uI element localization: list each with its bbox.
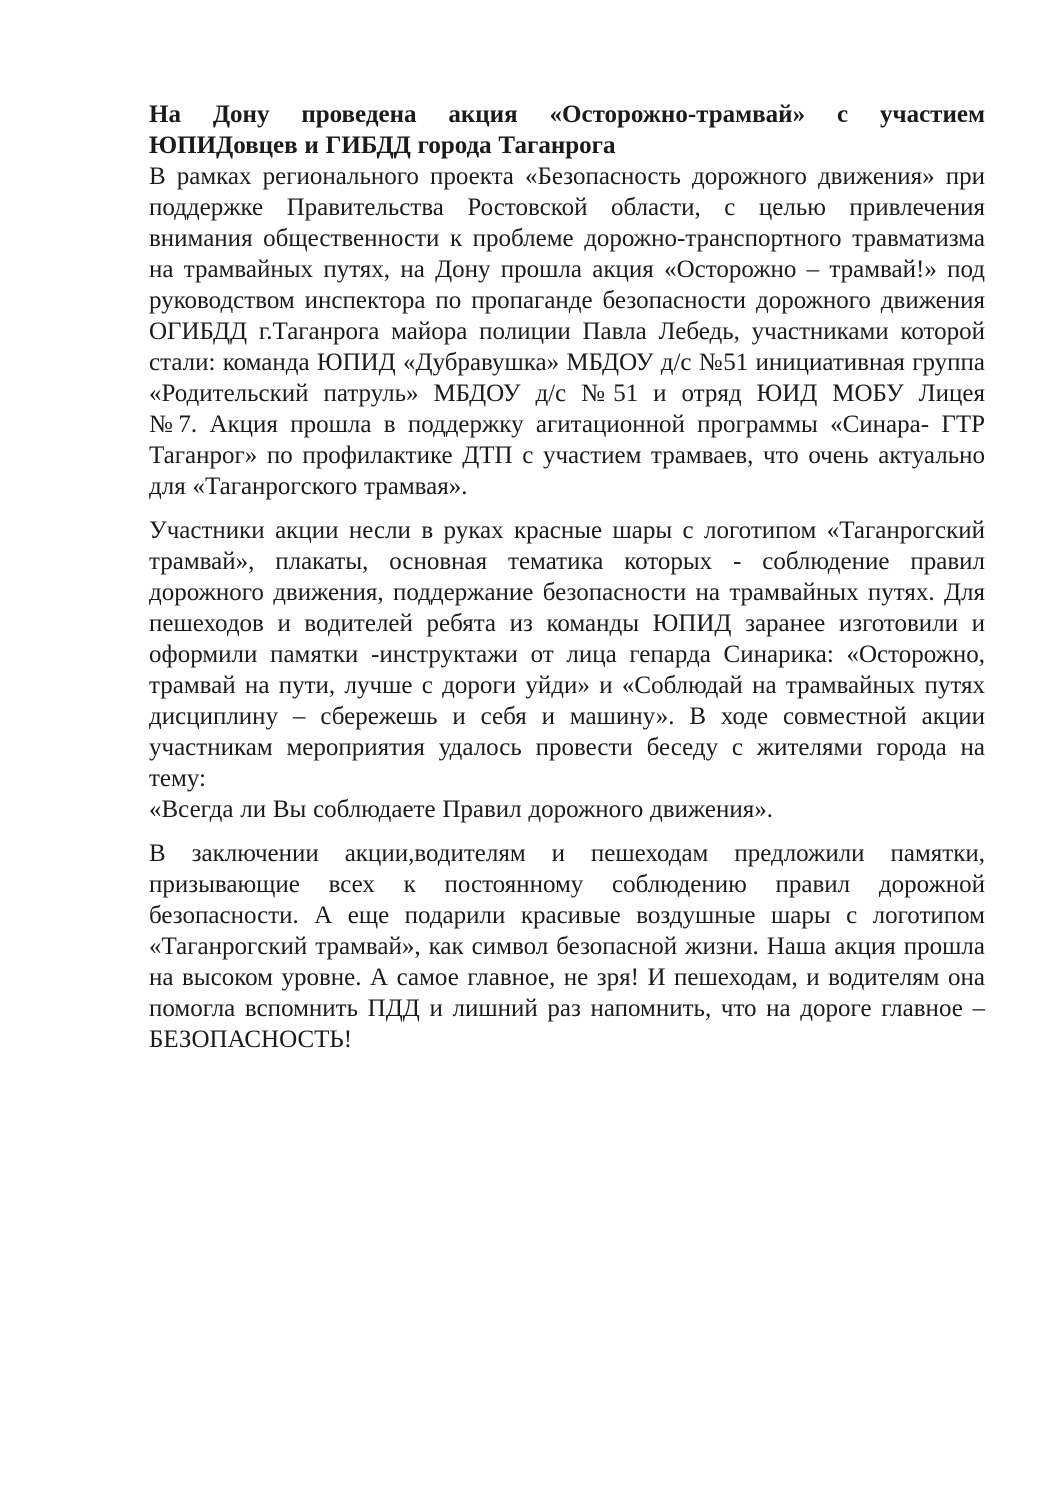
text-line: На Дону проведена акция «Осторожно-трамвай» с участием — [149, 101, 985, 128]
document-heading — [149, 99, 985, 161]
text-line: №7. Акция прошла в поддержку агитационной программы «Синара- ГТР — [149, 411, 985, 438]
text-line: БЕЗОПАСНОСТЬ! — [149, 1026, 353, 1053]
text-line: участникам мероприятия удалось провести беседу с жителями города на тему: — [149, 734, 985, 792]
text-line: «Всегда ли Вы соблюдаете Правил дорожного движения». — [149, 796, 773, 823]
text-line: дисциплину – сбережешь и себя и машину». В ходе совместной акции — [149, 703, 985, 730]
paragraph — [149, 838, 985, 1055]
text-line: ОГИБДД г.Таганрога майора полиции Павла Лебедь, участниками которой — [149, 318, 985, 345]
text-line: безопасности. А еще подарили красивые воздушные шары с логотипом — [149, 902, 985, 929]
text-line: для «Таганрогского трамвая». — [149, 473, 468, 500]
text-line: на трамвайных путях, на Дону прошла акция «Осторожно – трамвай!» под — [149, 256, 985, 283]
text-line: помогла вспомнить ПДД и лишний раз напомнить, что на дороге главное – — [149, 995, 985, 1022]
text-line: стали: команда ЮПИД «Дубравушка» МБДОУ д/с №51 инициативная группа — [149, 349, 985, 376]
text-line: ЮПИДовцев и ГИБДД города Таганрога — [149, 132, 616, 159]
text-line: внимания общественности к проблеме дорожно-транспортного травматизма — [149, 225, 985, 252]
paragraph — [149, 515, 985, 825]
text-line: трамвай на пути, лучше с дороги уйди» и «Соблюдай на трамвайных путях — [149, 672, 985, 699]
text-line: «Родительский патруль» МБДОУ д/с №51 и отряд ЮИД МОБУ Лицея — [149, 380, 985, 407]
text-line: трамвай», плакаты, основная тематика которых - соблюдение правил — [149, 548, 985, 575]
text-line: В рамках регионального проекта «Безопасность дорожного движения» при — [149, 163, 985, 190]
text-line: В заключении акции,водителям и пешеходам предложили памятки, — [149, 840, 985, 867]
paragraph — [149, 161, 985, 502]
text-line: руководством инспектора по пропаганде безопасности дорожного движения — [149, 287, 985, 314]
document-body — [149, 99, 985, 1055]
text-line: Участники акции несли в руках красные шары с логотипом «Таганрогский — [149, 517, 985, 544]
text-line: оформили памятки -инструктажи от лица гепарда Синарика: «Осторожно, — [149, 641, 985, 668]
text-line: на высоком уровне. А самое главное, не зря! И пешеходам, и водителям она — [149, 964, 985, 991]
text-line: дорожного движения, поддержание безопасности на трамвайных путях. Для — [149, 579, 985, 606]
text-line: поддержке Правительства Ростовской области, с целью привлечения — [149, 194, 985, 221]
text-line: призывающие всех к постоянному соблюдению правил дорожной — [149, 871, 985, 898]
text-line: Таганрог» по профилактике ДТП с участием трамваев, что очень актуально — [149, 442, 985, 469]
text-line: пешеходов и водителей ребята из команды ЮПИД заранее изготовили и — [149, 610, 985, 637]
text-line: «Таганрогский трамвай», как символ безопасной жизни. Наша акция прошла — [149, 933, 985, 960]
